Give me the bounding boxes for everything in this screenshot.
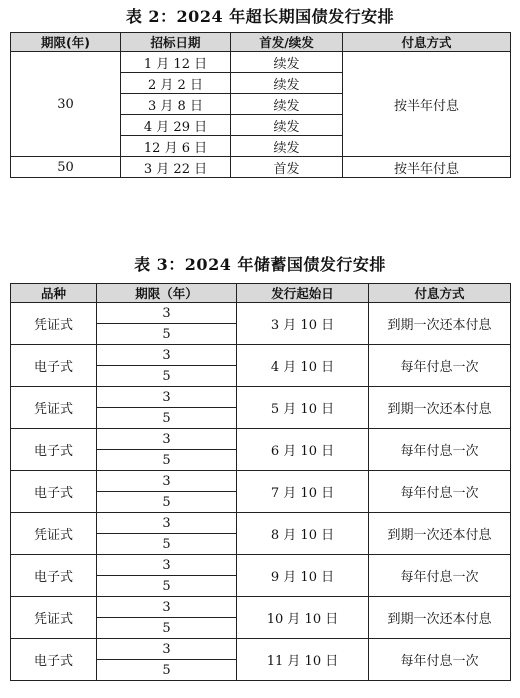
variety-cell: 凭证式	[11, 597, 97, 639]
table-row	[11, 471, 511, 492]
payment-method-cell: 到期一次还本付息	[369, 387, 511, 429]
term-cell: 30	[11, 52, 121, 157]
table-row	[11, 303, 511, 324]
term-cell: 5	[97, 366, 237, 387]
payment-method-cell: 每年付息一次	[369, 345, 511, 387]
table-row	[11, 345, 511, 366]
variety-cell: 电子式	[11, 429, 97, 471]
header-issue-type: 首发/续发	[231, 33, 343, 52]
term-cell: 5	[97, 408, 237, 429]
table-row	[11, 52, 511, 73]
payment-method-cell: 到期一次还本付息	[369, 597, 511, 639]
variety-cell: 凭证式	[11, 387, 97, 429]
variety-cell: 凭证式	[11, 513, 97, 555]
term-cell: 5	[97, 660, 237, 681]
variety-cell: 凭证式	[11, 303, 97, 345]
start-date-cell: 3 月 10 日	[237, 303, 369, 345]
term-cell: 3	[97, 639, 237, 660]
header-term: 期限(年)	[11, 33, 121, 52]
term-cell: 3	[97, 387, 237, 408]
issue-type-cell: 续发	[231, 115, 343, 136]
table-row	[11, 387, 511, 408]
table2-body	[11, 52, 511, 178]
header-start-date: 发行起始日	[237, 284, 369, 303]
start-date-cell: 4 月 10 日	[237, 345, 369, 387]
variety-cell: 电子式	[11, 471, 97, 513]
term-cell: 5	[97, 450, 237, 471]
issue-type-cell: 续发	[231, 136, 343, 157]
savings-bond-schedule-table	[10, 283, 511, 681]
payment-method-cell: 按半年付息	[343, 157, 511, 178]
auction-date-cell: 4 月 29 日	[121, 115, 231, 136]
table-row	[11, 157, 511, 178]
variety-cell: 电子式	[11, 345, 97, 387]
payment-method-cell: 到期一次还本付息	[369, 513, 511, 555]
term-cell: 3	[97, 303, 237, 324]
term-cell: 5	[97, 618, 237, 639]
table3-header-row	[11, 284, 511, 303]
start-date-cell: 5 月 10 日	[237, 387, 369, 429]
header-payment-method: 付息方式	[369, 284, 511, 303]
term-cell: 3	[97, 597, 237, 618]
table-row	[11, 597, 511, 618]
table-row	[11, 639, 511, 660]
auction-date-cell: 12 月 6 日	[121, 136, 231, 157]
table-row	[11, 555, 511, 576]
variety-cell: 电子式	[11, 555, 97, 597]
variety-cell: 电子式	[11, 639, 97, 681]
start-date-cell: 6 月 10 日	[237, 429, 369, 471]
term-cell: 5	[97, 324, 237, 345]
header-auction-date: 招标日期	[121, 33, 231, 52]
issue-type-cell: 续发	[231, 52, 343, 73]
payment-method-cell: 到期一次还本付息	[369, 303, 511, 345]
term-cell: 5	[97, 492, 237, 513]
header-variety: 品种	[11, 284, 97, 303]
start-date-cell: 9 月 10 日	[237, 555, 369, 597]
table3-body	[11, 303, 511, 681]
term-cell: 3	[97, 555, 237, 576]
table-row	[11, 429, 511, 450]
table-row	[11, 513, 511, 534]
ultra-long-bond-schedule-table	[10, 32, 511, 178]
header-term: 期限（年）	[97, 284, 237, 303]
start-date-cell: 7 月 10 日	[237, 471, 369, 513]
term-cell: 5	[97, 576, 237, 597]
term-cell: 3	[97, 471, 237, 492]
payment-method-cell: 每年付息一次	[369, 639, 511, 681]
table3-title: 表 3：2024 年储蓄国债发行安排	[134, 255, 386, 274]
payment-method-cell: 每年付息一次	[369, 471, 511, 513]
payment-method-cell: 每年付息一次	[369, 429, 511, 471]
auction-date-cell: 3 月 8 日	[121, 94, 231, 115]
table2-header-row	[11, 33, 511, 52]
term-cell: 3	[97, 513, 237, 534]
payment-method-cell: 按半年付息	[343, 52, 511, 157]
issue-type-cell: 续发	[231, 94, 343, 115]
term-cell: 3	[97, 345, 237, 366]
issue-type-cell: 续发	[231, 73, 343, 94]
issue-type-cell: 首发	[231, 157, 343, 178]
term-cell: 5	[97, 534, 237, 555]
auction-date-cell: 2 月 2 日	[121, 73, 231, 94]
table2-title: 表 2：2024 年超长期国债发行安排	[125, 7, 395, 26]
start-date-cell: 11 月 10 日	[237, 639, 369, 681]
auction-date-cell: 1 月 12 日	[121, 52, 231, 73]
start-date-cell: 8 月 10 日	[237, 513, 369, 555]
start-date-cell: 10 月 10 日	[237, 597, 369, 639]
payment-method-cell: 每年付息一次	[369, 555, 511, 597]
auction-date-cell: 3 月 22 日	[121, 157, 231, 178]
term-cell: 50	[11, 157, 121, 178]
header-payment-method: 付息方式	[343, 33, 511, 52]
term-cell: 3	[97, 429, 237, 450]
